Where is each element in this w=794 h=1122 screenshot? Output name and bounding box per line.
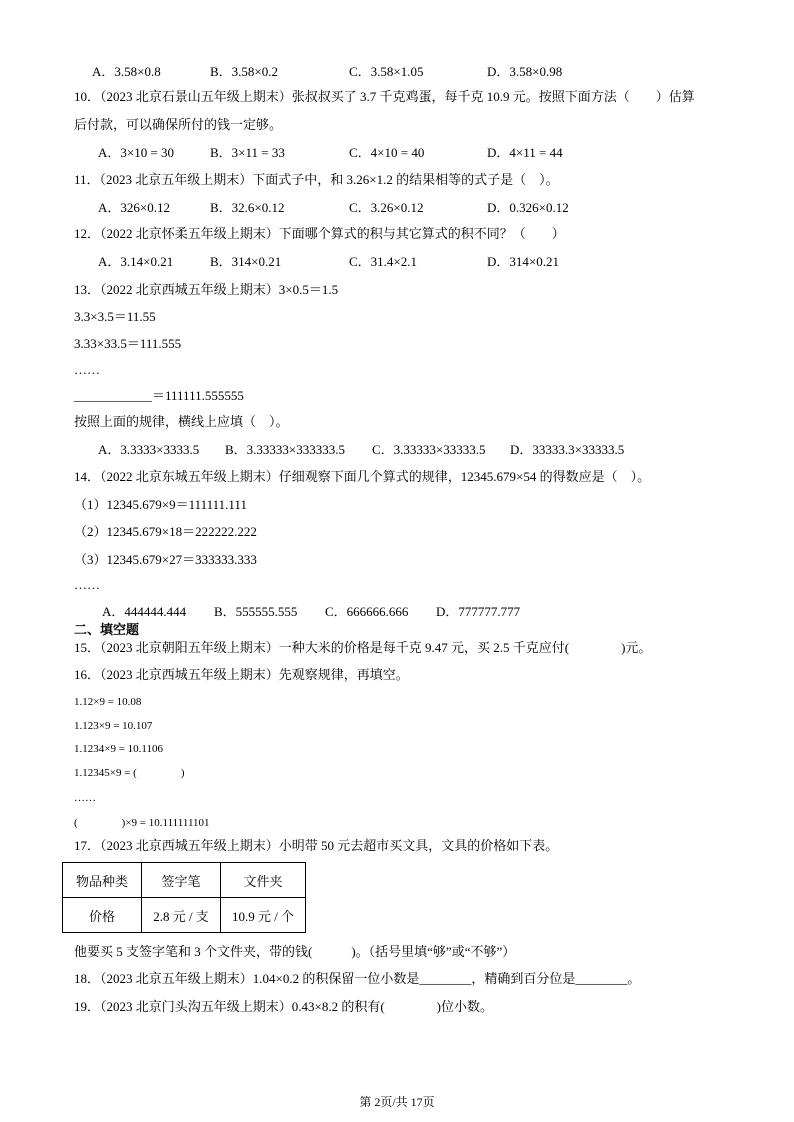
- q16-line-5: ……: [74, 792, 96, 804]
- table-cell: 价格: [63, 898, 142, 933]
- q11-option-d: D．0.326×0.12: [487, 200, 569, 215]
- q14-option-d: D．777777.777: [436, 604, 521, 619]
- q9-option-b: B．3.58×0.2: [210, 64, 279, 79]
- q16-line-4: 1.12345×9 = ( ): [74, 767, 185, 779]
- q10-option-d: D．4×11 = 44: [487, 145, 563, 160]
- q16-line-2: 1.123×9 = 10.107: [74, 720, 153, 732]
- q10-stem-line1: 10．（2023 北京石景山五年级上期末）张叔叔买了 3.7 千克鸡蛋，每千克 10.9 元。按照下面方法（ ）估算: [74, 89, 695, 104]
- q14-option-a: A．444444.444: [102, 604, 187, 619]
- q10-option-a: A．3×10 = 30: [98, 145, 175, 160]
- q14-line-2: （2）12345.679×18＝222222.222: [74, 524, 257, 539]
- q13-line-3: ……: [74, 362, 100, 377]
- q13-option-c: C．3.33333×33333.5: [372, 442, 486, 457]
- q12-option-d: D．314×0.21: [487, 254, 559, 269]
- q13-option-d: D．33333.3×33333.5: [510, 442, 625, 457]
- table-header-cell: 签字笔: [142, 863, 221, 898]
- q16-line-3: 1.1234×9 = 10.1106: [74, 743, 163, 755]
- q12-option-b: B．314×0.21: [210, 254, 282, 269]
- q9-option-d: D．3.58×0.98: [487, 64, 563, 79]
- q14-line-3: （3）12345.679×27＝333333.333: [74, 552, 257, 567]
- table-header-cell: 物品种类: [63, 863, 142, 898]
- q16-stem: 16．（2023 北京西城五年级上期末）先观察规律，再填空。: [74, 667, 409, 682]
- q16-line-6: ( )×9 = 10.111111101: [74, 817, 210, 829]
- q19-stem: 19．（2023 北京门头沟五年级上期末）0.43×8.2 的积有( )位小数。: [74, 999, 493, 1014]
- page-number: 第 2页/共 17页: [359, 1095, 435, 1109]
- q13-line-5: 按照上面的规律，横线上应填（ ）。: [74, 414, 289, 429]
- q14-stem: 14．（2022 北京东城五年级上期末）仔细观察下面几个算式的规律，12345.679×54 的得数应是（ ）。: [74, 469, 651, 484]
- q17-stem: 17．（2023 北京西城五年级上期末）小明带 50 元去超市买文具，文具的价格如下表。: [74, 838, 559, 853]
- q10-option-c: C．4×10 = 40: [349, 145, 425, 160]
- q13-line-1: 3.3×3.5＝11.55: [74, 309, 156, 324]
- q13-line-2: 3.33×33.5＝111.555: [74, 336, 182, 351]
- price-table: [62, 862, 306, 933]
- q10-stem-line2: 后付款，可以确保所付的钱一定够。: [74, 117, 283, 132]
- q17-after: 他要买 5 支签字笔和 3 个文件夹，带的钱( )。（括号里填“够”或“不够”）: [74, 944, 516, 959]
- q14-line-1: （1）12345.679×9＝111111.111: [74, 497, 247, 512]
- table-cell: 10.9 元 / 个: [221, 898, 306, 933]
- q12-stem: 12．（2022 北京怀柔五年级上期末）下面哪个算式的积与其它算式的积不同？（ ）: [74, 226, 565, 241]
- q11-option-c: C．3.26×0.12: [349, 200, 424, 215]
- q12-option-a: A．3.14×0.21: [98, 254, 174, 269]
- q13-stem: 13．（2022 北京西城五年级上期末）3×0.5＝1.5: [74, 282, 339, 297]
- q11-option-b: B．32.6×0.12: [210, 200, 285, 215]
- q14-line-4: ……: [74, 577, 100, 592]
- section-title-fill-in: 二、填空题: [74, 622, 140, 637]
- q11-option-a: A．326×0.12: [98, 200, 170, 215]
- q9-option-a: A．3.58×0.8: [92, 64, 161, 79]
- table-cell: 2.8 元 / 支: [142, 898, 221, 933]
- table-header-row: [63, 863, 306, 898]
- q11-stem: 11．（2023 北京五年级上期末）下面式子中，和 3.26×1.2 的结果相等的式子是（ ）。: [74, 172, 559, 187]
- q14-option-b: B．555555.555: [214, 604, 298, 619]
- table-row: [63, 898, 306, 933]
- q14-option-c: C．666666.666: [325, 604, 409, 619]
- q18-stem: 18．（2023 北京五年级上期末）1.04×0.2 的积保留一位小数是________，精确到百分位是________。: [74, 971, 641, 986]
- q16-line-1: 1.12×9 = 10.08: [74, 696, 142, 708]
- table-header-cell: 文件夹: [221, 863, 306, 898]
- q12-option-c: C．31.4×2.1: [349, 254, 418, 269]
- q13-line-4: ____________＝111111.555555: [74, 388, 244, 403]
- q15-stem: 15．（2023 北京朝阳五年级上期末）一种大米的价格是每千克 9.47 元，买 2.5 千克应付( )元。: [74, 640, 652, 655]
- q10-option-b: B．3×11 = 33: [210, 145, 285, 160]
- q9-option-c: C．3.58×1.05: [349, 64, 424, 79]
- q13-option-a: A．3.3333×3333.5: [98, 442, 200, 457]
- q13-option-b: B．3.33333×333333.5: [225, 442, 346, 457]
